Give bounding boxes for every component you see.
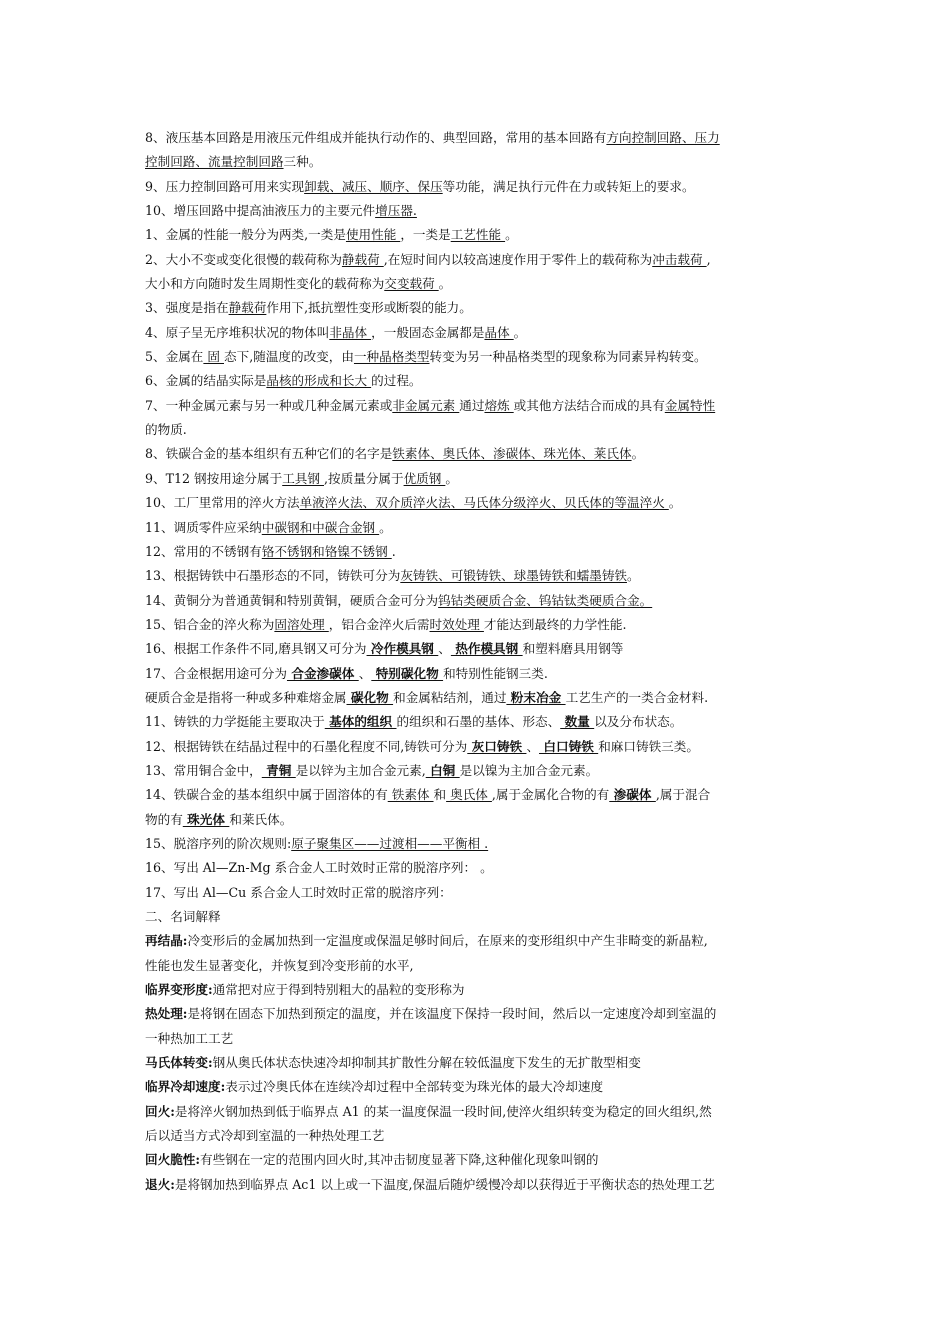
text-segment: 、: [358, 665, 372, 681]
answer-blank: 控制回路、流量控制回路: [145, 154, 284, 170]
text-segment: 8、铁碳合金的基本组织有五种它们的名字是: [145, 446, 393, 462]
text-segment: 。: [668, 495, 682, 511]
term-label: 退火:: [145, 1176, 175, 1192]
answer-blank: 中碳钢和中碳合金钢: [261, 519, 380, 535]
answer-blank: 白铜: [425, 762, 460, 778]
text-segment: 是将钢加热到临界点 Ac1 以上或一下温度,保温后随炉缓慢冷却以获得近于平衡状态的热处理工艺: [174, 1176, 715, 1192]
text-segment: ,: [706, 251, 711, 267]
text-segment: ，铝合金淬火后需: [328, 616, 430, 632]
text-segment: 以及分布状态。: [594, 714, 683, 730]
answer-blank: 增压器.: [375, 203, 417, 219]
answer-blank: 工具钢: [282, 470, 324, 486]
answer-blank: 珠光体: [182, 811, 230, 827]
text-line: [145, 905, 813, 929]
answer-blank: 固溶处理: [274, 616, 329, 632]
text-line: [145, 978, 813, 1002]
text-line: [145, 759, 813, 783]
text-line: [145, 613, 813, 637]
term-label: 回火脆性:: [145, 1152, 201, 1168]
answer-blank: 灰铸铁、可锻铸铁、球墨铸铁和蠕墨铸铁: [400, 568, 627, 584]
text-segment: 14、铁碳合金的基本组织中属于固溶体的有: [145, 787, 388, 803]
answer-blank: 特别碳化物: [371, 665, 444, 681]
text-segment: 10、增压回路中提高油液压力的主要元件: [145, 203, 376, 219]
answer-blank: 时效处理: [429, 616, 484, 632]
text-segment: 和塑料磨具用钢等: [522, 641, 624, 657]
text-segment: 9、压力控制回路可用来实现: [145, 178, 305, 194]
text-line: [145, 491, 813, 515]
text-line: [145, 881, 813, 905]
answer-blank: 交变载荷: [384, 276, 439, 292]
text-segment: 通常把对应于得到特别粗大的晶粒的变形称为: [212, 982, 465, 998]
answer-blank: 奥氏体: [446, 787, 492, 803]
text-segment: 、: [526, 738, 540, 754]
text-segment: 12、根据铸铁在结晶过程中的石墨化程度不同,铸铁可分为: [145, 738, 468, 754]
text-line: [145, 1173, 813, 1197]
text-segment: 。: [513, 324, 527, 340]
text-segment: 等功能，满足执行元件在力或转矩上的要求。: [442, 178, 695, 194]
text-segment: 12、常用的不锈钢有: [145, 543, 262, 559]
text-line: [145, 418, 813, 442]
answer-blank: 热作模具钢: [450, 641, 523, 657]
text-segment: 冷变形后的金属加热到一定温度或保温足够时间后，在原来的变形组织中产生非畸变的新晶粒,: [187, 933, 708, 949]
text-segment: 4、原子呈无序堆积状况的物体叫: [145, 324, 330, 340]
text-segment: 15、铝合金的淬火称为: [145, 616, 275, 632]
answer-blank: 基体的组织: [324, 714, 397, 730]
text-line: [145, 589, 813, 613]
text-segment: 是将钢在固态下加热到预定的温度，并在该温度下保持一段时间，然后以一定速度冷却到室温的: [187, 1006, 717, 1022]
text-segment: 1、金属的性能一般分为两类,一类是: [145, 227, 346, 243]
text-segment: 或其他方法结合而成的具有: [513, 397, 665, 413]
text-segment: 才能达到最终的力学性能.: [483, 616, 627, 632]
text-segment: 钢从奥氏体状态快速冷却抑制其扩散性分解在较低温度下发生的无扩散型相变: [212, 1055, 641, 1071]
text-line: [145, 175, 813, 199]
text-segment: 。: [445, 470, 458, 486]
answer-blank: 使用性能: [345, 227, 401, 243]
text-segment: ,按质量分属于: [324, 470, 404, 486]
answer-blank: 晶核的形成和长大: [266, 373, 372, 389]
text-line: [145, 808, 813, 832]
text-line: [145, 126, 813, 150]
text-segment: 13、常用铜合金中，: [145, 762, 262, 778]
text-segment: 16、根据工作条件不同,磨具钢又可分为: [145, 641, 367, 657]
text-segment: .: [391, 543, 396, 559]
text-segment: 和麻口铸铁三类。: [598, 738, 699, 754]
answer-blank: 方向控制回路、压力: [606, 130, 720, 145]
text-segment: 一种热加工工艺: [145, 1030, 234, 1046]
text-segment: 15、脱溶序列的阶次规则:: [145, 835, 292, 851]
answer-blank: 渗碳体: [609, 787, 656, 803]
text-segment: 表示过冷奥氏体在连续冷却过程中全部转变为珠光体的最大冷却速度: [225, 1079, 604, 1095]
text-segment: 7、一种金属元素与另一种或几种金属元素或: [145, 397, 393, 413]
answer-blank: 非金属元素: [392, 397, 460, 413]
answer-blank: 晶体: [484, 324, 514, 340]
text-line: [145, 1100, 813, 1124]
answer-blank: 一种晶格类型: [353, 349, 430, 365]
answer-blank: 碳化物: [346, 689, 394, 705]
text-line: [145, 248, 813, 272]
answer-blank: 静载荷: [228, 300, 267, 316]
text-segment: 是以镍为主加合金元素。: [459, 762, 599, 778]
text-segment: 、: [438, 641, 451, 657]
text-line: [145, 1051, 813, 1075]
document-body: [145, 126, 813, 1197]
text-line: [145, 223, 813, 247]
answer-blank: 卸载、减压、顺序、保压: [304, 178, 443, 194]
text-segment: 。: [379, 519, 392, 535]
text-segment: ,在短时间内以较高速度作用于零件上的载荷称为: [383, 251, 653, 267]
text-segment: 硬质合金是指将一种或多种难熔金属: [145, 689, 347, 705]
answer-blank: 冷作模具钢: [366, 641, 439, 657]
text-line: [145, 856, 813, 880]
text-segment: ，一类是: [400, 227, 451, 243]
text-segment: 和特别性能钢三类.: [443, 665, 548, 681]
text-segment: ,属于混合: [655, 787, 711, 803]
text-segment: 工艺生产的一类合金材料.: [565, 689, 709, 705]
text-line: [145, 783, 813, 807]
answer-blank: 合金渗碳体: [286, 665, 359, 681]
text-segment: 三种。: [283, 154, 322, 170]
term-label: 回火:: [145, 1103, 175, 1119]
text-segment: 。: [631, 446, 645, 462]
text-segment: 11、调质零件应采纳: [145, 519, 262, 535]
text-line: [145, 564, 813, 588]
text-line: [145, 516, 813, 540]
text-segment: 作用下,抵抗塑性变形或断裂的能力。: [266, 300, 472, 316]
term-label: 热处理:: [145, 1006, 188, 1022]
text-segment: 11、铸铁的力学挺能主要取决于: [145, 714, 325, 730]
text-segment: 10、工厂里常用的淬火方法: [145, 495, 300, 511]
text-line: [145, 1148, 813, 1172]
text-segment: ,属于金属化合物的有: [491, 787, 610, 803]
answer-blank: 金属特性: [664, 397, 716, 413]
text-line: [145, 272, 813, 296]
answer-blank: 铬不锈钢和铬镍不锈钢: [261, 543, 392, 559]
text-line: [145, 710, 813, 734]
text-line: [145, 394, 813, 418]
text-segment: 。: [627, 568, 640, 584]
text-segment: 13、根据铸铁中石墨形态的不同，铸铁可分为: [145, 568, 401, 584]
text-line: [145, 1027, 813, 1051]
text-segment: 后以适当方式冷却到室温的一种热处理工艺: [145, 1128, 385, 1144]
answer-blank: 数量: [560, 714, 595, 730]
text-segment: 通过: [459, 397, 485, 413]
text-line: [145, 662, 813, 686]
text-line: [145, 467, 813, 491]
text-segment: 和: [433, 787, 447, 803]
answer-blank: 铁素体: [387, 787, 434, 803]
text-line: [145, 442, 813, 466]
text-segment: 2、大小不变或变化很慢的载荷称为: [145, 251, 342, 267]
text-line: [145, 637, 813, 661]
text-segment: 大小和方向随时发生周期性变化的载荷称为: [145, 276, 385, 292]
text-segment: 有些钢在一定的范围内回火时,其冲击韧度显著下降,这种催化现象叫钢的: [200, 1152, 599, 1168]
text-segment: 是以锌为主加合金元素,: [295, 762, 426, 778]
text-line: [145, 954, 813, 978]
text-segment: 9、T12 钢按用途分属于: [145, 470, 283, 486]
text-segment: 态下,随温度的改变，由: [224, 349, 354, 365]
answer-blank: 优质钢: [403, 470, 446, 486]
answer-blank: 非晶体: [329, 324, 372, 340]
text-segment: 17、合金根据用途可分为: [145, 665, 287, 681]
text-line: [145, 735, 813, 759]
text-line: [145, 686, 813, 710]
text-line: [145, 345, 813, 369]
answer-blank: 固: [203, 349, 224, 365]
text-segment: ，一般固态金属都是: [371, 324, 485, 340]
text-segment: 16、写出 Al—Zn-Mg 系合金人工时效时正常的脱溶序列： 。: [145, 860, 493, 876]
answer-blank: 白口铸铁: [539, 738, 599, 754]
text-line: [145, 540, 813, 564]
text-segment: 6、金属的结晶实际是: [145, 373, 267, 389]
text-segment: 。: [438, 276, 452, 292]
text-line: [145, 369, 813, 393]
text-segment: 二、名词解释: [145, 909, 221, 924]
text-segment: 性能也发生显著变化，并恢复到冷变形前的水平,: [145, 957, 414, 973]
text-line: [145, 1075, 813, 1099]
answer-blank: 单液淬火法、双介质淬火法、马氏体分级淬火、贝氏体的等温淬火: [299, 495, 669, 511]
text-line: [145, 1124, 813, 1148]
text-segment: 的组织和石墨的基体、形态、: [396, 714, 561, 730]
answer-blank: 钨钴类硬质合金、钨钴钛类硬质合金。: [438, 592, 653, 608]
answer-blank: 铁素体、奥氏体、渗碳体、珠光体、莱氏体: [392, 446, 632, 462]
text-line: [145, 296, 813, 320]
text-segment: 的过程。: [371, 373, 422, 389]
text-segment: 转变为另一种晶格类型的现象称为同素异构转变。: [429, 349, 707, 365]
text-segment: 和莱氏体。: [229, 811, 293, 827]
text-segment: 和金属粘结剂，通过: [393, 689, 507, 705]
text-line: [145, 150, 813, 174]
text-segment: 14、黄铜分为普通黄铜和特别黄铜，硬质合金可分为: [145, 592, 439, 608]
answer-blank: 工艺性能: [450, 227, 506, 243]
answer-blank: 冲击载荷: [652, 251, 707, 267]
answer-blank: 粉末冶金: [506, 689, 566, 705]
text-segment: 3、强度是指在: [145, 300, 229, 316]
text-segment: 的物质.: [145, 422, 187, 438]
text-line: [145, 199, 813, 223]
term-label: 临界冷却速度:: [145, 1079, 226, 1095]
text-segment: 8、液压基本回路是用液压元件组成并能执行动作的、典型回路，常用的基本回路有: [145, 130, 607, 145]
text-segment: 5、金属在: [145, 349, 204, 365]
term-label: 再结晶:: [145, 933, 188, 949]
term-label: 马氏体转变:: [145, 1055, 213, 1071]
text-segment: 17、写出 Al—Cu 系合金人工时效时正常的脱溶序列：: [145, 884, 452, 900]
answer-blank: 灰口铸铁: [467, 738, 527, 754]
answer-blank: 熔炼: [484, 397, 514, 413]
text-line: [145, 929, 813, 953]
answer-blank: 原子聚集区——过渡相——平衡相 .: [291, 835, 489, 851]
text-segment: 物的有: [145, 811, 183, 827]
text-line: [145, 1002, 813, 1026]
text-segment: 。: [505, 227, 518, 243]
text-line: [145, 321, 813, 345]
answer-blank: 青铜: [261, 762, 296, 778]
text-line: [145, 832, 813, 856]
term-label: 临界变形度:: [145, 982, 213, 998]
answer-blank: 静载荷: [341, 251, 384, 267]
text-segment: 是将淬火钢加热到低于临界点 A1 的某一温度保温一段时间,使淬火组织转变为稳定的回火组织,然: [174, 1103, 712, 1119]
